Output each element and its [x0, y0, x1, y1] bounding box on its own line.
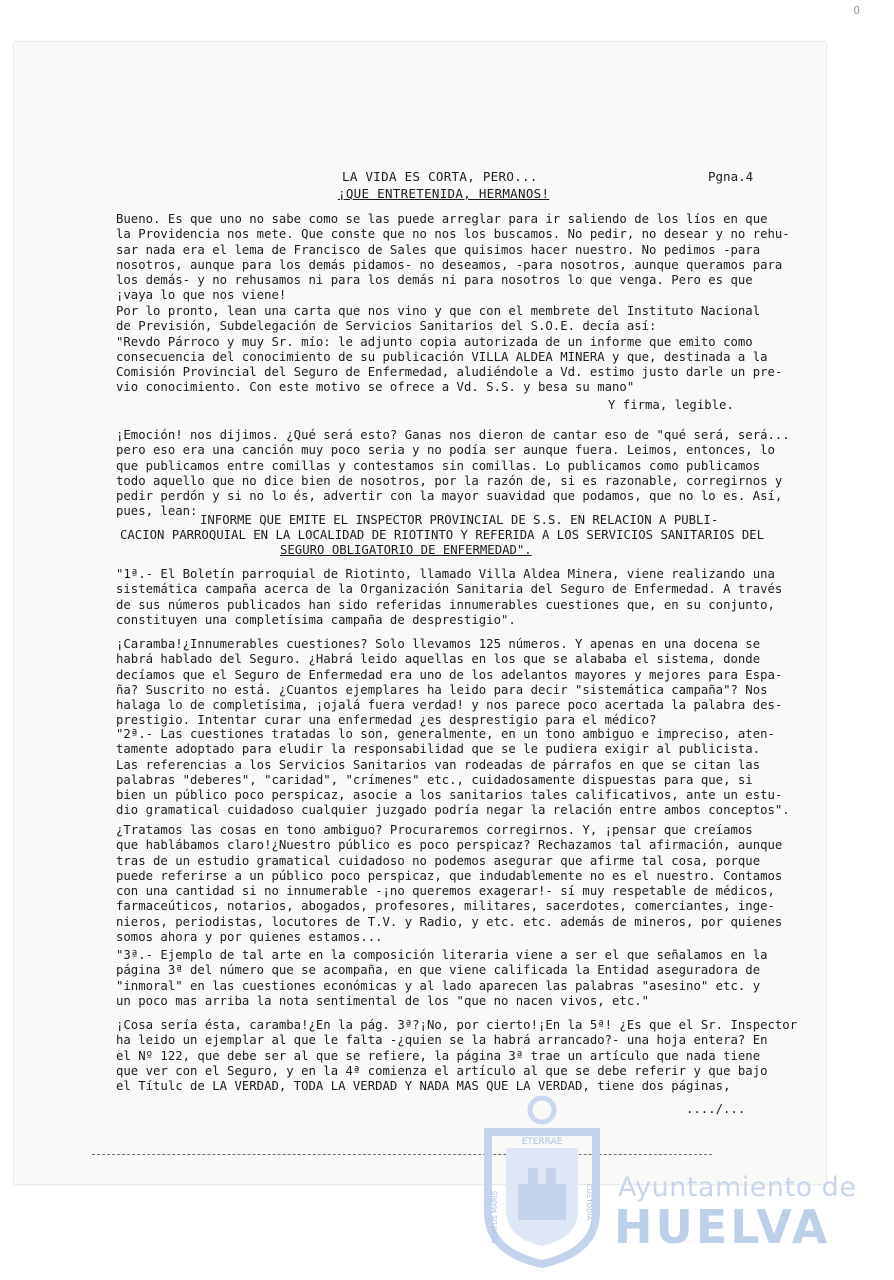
informe-heading-line2: CACION PARROQUIAL EN LA LOCALIDAD DE RIOTINTO Y REFERIDA A LOS SERVICIOS SANITARIOS DEL — [120, 528, 765, 542]
continues-marker: ..../... — [686, 1102, 746, 1116]
seal-right-text: CUSTODIA — [585, 1183, 593, 1221]
point-3-paragraph: "3ª.- Ejemplo de tal arte en la composición literaria viene a ser el que señalamos en la página 3ª del número que se acompaña, en que viene calificada la Entidad aseguradora de "inmoral" en las cuestiones económicas y al lado aparecen las palabras "asesino" etc. y un poco mas arriba la nota sentimental de los "que no nacen vivos, etc." — [116, 948, 768, 1008]
footer-divider — [92, 1154, 712, 1155]
corner-mark: O — [853, 4, 860, 17]
letter-paragraph: Por lo pronto, lean una carta que nos vino y que con el membrete del Instituto Nacional de Previsión, Subdelegación de Servicios Sanitarios del S.O.E. decía así: "Revdo Párroco y muy Sr. mío: le adjunto copia autorizada de un informe que emito como consecuencia del conocimiento de su publicación VILLA ALDEA MINERA y que, destinada a la Comisión Provincial del Seguro de Enfermedad, aludiéndole a Vd. estimo justo darle un pre- vio conocimiento. Con este motivo se ofrece a Vd. S.S. y besa su mano" — [116, 304, 783, 395]
document-title-line2: ¡QUE ENTRETENIDA, HERMANOS! — [338, 186, 550, 201]
informe-heading-line3: SEGURO OBLIGATORIO DE ENFERMEDAD". — [280, 543, 532, 557]
page-number: Pgna.4 — [708, 169, 754, 184]
intro-paragraph: Bueno. Es que uno no sabe como se las puede arreglar para ir saliendo de los líos en que la Providencia nos mete. Que conste que no nos los buscamos. No pedir, no desear y no rehu- sar nada era el lema de Francisco de Sales que quisimos hacer nuestro. No pedimos -para nosotros, aunque para los demás pidamos- no deseamos, -para nosotros, aunque queramos para los demás- y no rehusamos ni para los demás ni para nosotros lo que venga. Pero es que ¡vaya lo que nos viene! — [116, 212, 790, 303]
caramba-paragraph: ¡Caramba!¿Innumerables cuestiones? Solo llevamos 125 números. Y apenas en una docena se habrá hablado del Seguro. ¿Habrá leido aquellas en los que se alababa el sistema, donde decíamos que el Seguro de Enfermedad era uno de los adelantos mayores y mejores para Espa- ña? Suscrito no está. ¿Cuantos ejemplares ha leido para decir "sistemática campaña"? Nos halaga lo de completísima, ¡ojalá fuera verdad! y nos parece poco acertada la palabra des- prestigio. Intentar curar una enfermedad ¿es desprestigio para el médico? — [116, 637, 783, 728]
seal-top-text: ETERRAE — [521, 1137, 563, 1147]
point-1-paragraph: "1ª.- El Boletín parroquial de Riotinto, llamado Villa Aldea Minera, viene realizando una sistemática campaña acerca de la Organización Sanitaria del Seguro de Enfermedad. A través de sus números publicados han sido referidas innumerables cuestiones que, en su conjunto, constituyen una completísima campaña de desprestigio". — [116, 567, 783, 627]
watermark-line2: HUELVA — [614, 1200, 831, 1254]
tratamos-paragraph: ¿Tratamos las cosas en tono ambiguo? Procuraremos corregirnos. Y, ¡pensar que creíamos que hablábamos claro!¿Nuestro público es poco perspicaz? Rechazamos tal afirmación, aunque tras de un estudio gramatical cuidadoso no podemos asegurar que afirme tal cosa, porque puede referirse a un público poco perspicaz, que indudablemente no es el nuestro. Contamos con una cantidad si no innumerable -¡no queremos exagerar!- sí muy respetable de médicos, farmaceúticos, notarios, abogados, profesores, militares, sacerdotes, comerciantes, inge- nieros, periodistas, locutores de T.V. y Radio, y etc. etc. además de mineros, por quienes somos ahora y por quienes estamos... — [116, 823, 783, 945]
signature-line: Y firma, legible. — [608, 398, 734, 412]
watermark-line1: Ayuntamiento de — [618, 1172, 857, 1203]
informe-heading-line1: INFORME QUE EMITE EL INSPECTOR PROVINCIAL DE S.S. EN RELACION A PUBLI- — [200, 513, 719, 527]
emocion-paragraph: ¡Emoción! nos dijimos. ¿Qué será esto? Ganas nos dieron de cantar eso de "qué será, será... pero eso era una canción muy poco seria y no podía ser aunque fuera. Leimos, entonces, lo que publicamos entre comillas y contestamos sin comillas. Lo publicamos como publicamos todo aquello que no dice bien de nosotros, por la razón de, si es razonable, corregirnos y pedir perdón y si no lo és, advertir con la mayor suavidad que podamos, que no lo es. Así, pues, lean: — [116, 428, 790, 519]
city-seal-watermark-icon — [478, 1092, 606, 1268]
document-title-line1: LA VIDA ES CORTA, PERO... — [342, 169, 538, 184]
seal-left-text: PORTUS MARIS — [491, 1190, 499, 1244]
point-2-paragraph: "2ª.- Las cuestiones tratadas lo son, generalmente, en un tono ambiguo e impreciso, aten- tamente adoptado para eludir la responsabilidad que se le pudiera exigir al publicista. Las referencias a los Servicios Sanitarios van rodeadas de párrafos en que se citan las palabras "deberes", "caridad", "crímenes" etc., cuidadosamente dispuestas para que, si bien un público poco perspicaz, asocie a los sanitarios tales calificativos, ante un estu- dio gramatical cuidadoso cualquier juzgado podría negar la relación entre ambos conceptos". — [116, 727, 790, 818]
cosa-paragraph: ¡Cosa sería ésta, caramba!¿En la pág. 3ª?¡No, por cierto!¡En la 5ª! ¿Es que el Sr. Inspector ha leido un ejemplar al que le falta -¿quien se la habrá arrancado?- una hoja entera? En el Nº 122, que debe ser al que se refiere, la página 3ª trae un artículo que nada tiene que ver con el Seguro, y en la 4ª comienza el artículo al que se debe referir y que bajo el Títulc de LA VERDAD, TODA LA VERDAD Y NADA MAS QUE LA VERDAD, tiene dos páginas, — [116, 1018, 798, 1094]
